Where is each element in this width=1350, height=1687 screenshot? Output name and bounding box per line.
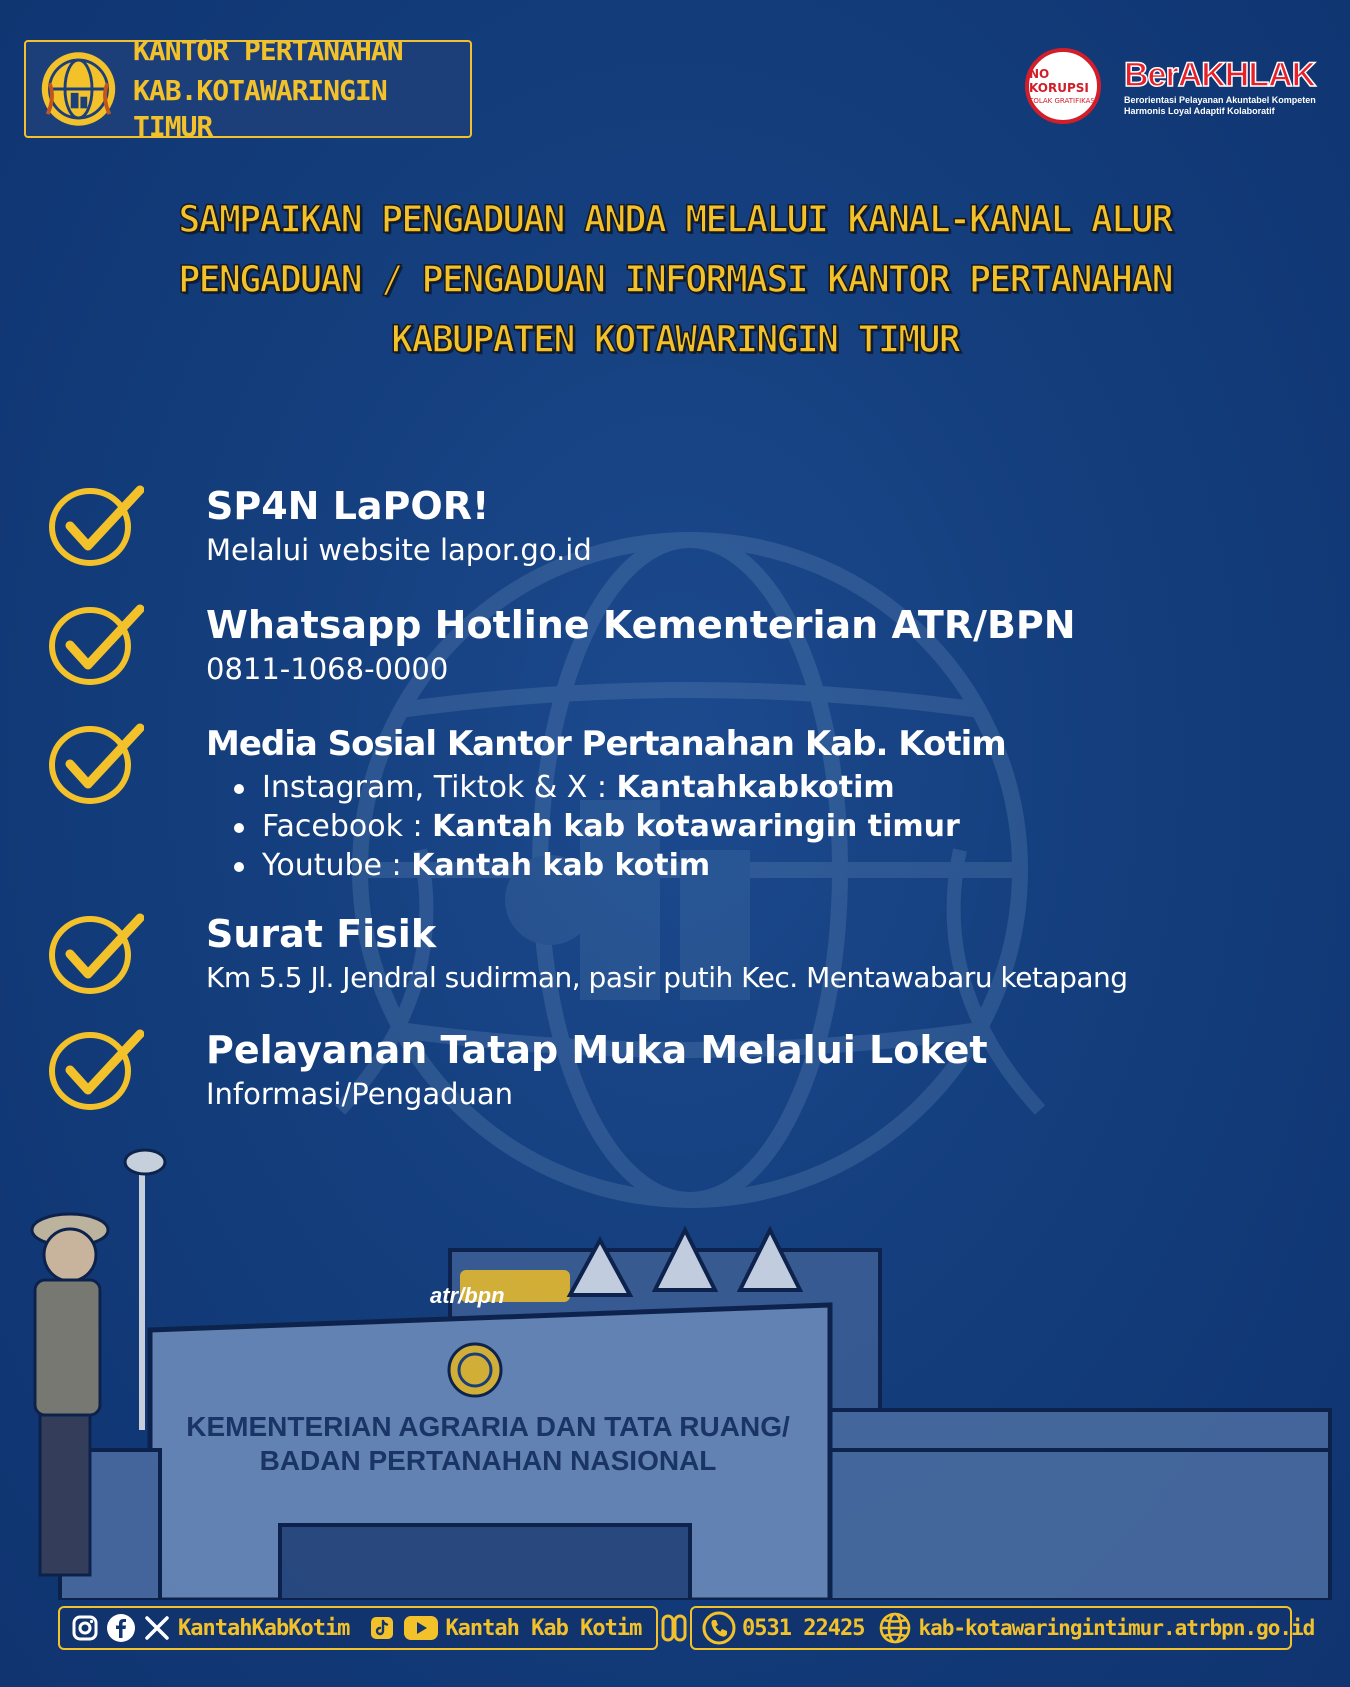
bullet-label: Instagram, Tiktok & X : [262,770,607,805]
check-icon [48,720,144,806]
check-icon [48,910,144,996]
no-korupsi-logo [1025,48,1101,124]
channel-subtitle: Km 5.5 Jl. Jendral sudirman, pasir putih Kec. Mentawabaru ketapang [206,961,1128,994]
berakhlak-logo [1124,55,1344,125]
channel-title: SP4N LaPOR! [206,484,490,528]
x-icon[interactable] [142,1613,172,1643]
bullet-value: Kantah kab kotim [411,848,711,883]
building-sign-line1: KEMENTERIAN AGRARIA DAN TATA RUANG/ [186,1411,790,1442]
channel-title: Pelayanan Tatap Muka Melalui Loket [206,1028,988,1072]
connector-icon [660,1613,688,1643]
channel-item-whatsapp [48,601,1076,689]
korupsi-logo-text: NO KORUPSI [1029,67,1089,95]
channel-title: Whatsapp Hotline Kementerian ATR/BPN [206,603,1076,647]
video-handle[interactable]: Kantah Kab Kotim [445,1615,642,1641]
social-handle[interactable]: KantahKabKotim [178,1615,350,1641]
headline-line3: KABUPATEN KOTAWARINGIN TIMUR [391,318,959,361]
list-item [234,807,1006,846]
tiktok-icon[interactable] [367,1613,397,1643]
headline [100,190,1250,370]
globe-icon [878,1611,912,1645]
channel-item-lapor [48,482,592,570]
bullet-value: Kantahkabkotim [616,770,895,805]
check-icon [48,601,144,687]
building-roof-label: atr/bpn [430,1283,505,1308]
phone-icon [702,1611,736,1645]
list-item [234,768,1006,807]
youtube-icon[interactable] [403,1613,439,1643]
website-link[interactable]: kab-kotawaringintimur.atrbpn.go.id [918,1616,1315,1640]
channel-item-loket [48,1026,988,1114]
channel-item-surat-fisik [48,910,1128,998]
berakhlak-brand: BerAKHLAK [1124,56,1316,94]
building-sign-line2: BADAN PERTANAHAN NASIONAL [259,1445,717,1476]
instagram-icon[interactable] [70,1613,100,1643]
phone-number[interactable]: 0531 22425 [742,1615,865,1641]
channel-subtitle: Melalui website lapor.go.id [206,533,592,567]
office-name-line1: KANTOR PERTANAHAN [133,34,403,67]
channel-subtitle: Informasi/Pengaduan [206,1077,514,1111]
building-illustration [0,1130,1350,1600]
bullet-label: Facebook : [262,809,423,844]
check-icon [48,1026,144,1112]
channel-item-social-media [48,720,1006,885]
atr-bpn-logo-icon [36,45,121,133]
facebook-icon[interactable] [106,1613,136,1643]
headline-line2: PENGADUAN / PENGADUAN INFORMASI KANTOR PERTANAHAN [178,258,1172,301]
bullet-value: Kantah kab kotawaringin timur [432,809,960,844]
headline-line1: SAMPAIKAN PENGADUAN ANDA MELALUI KANAL-KANAL ALUR [178,198,1172,241]
office-badge [24,34,472,143]
office-name-line2: KAB.KOTAWARINGIN TIMUR [133,74,387,143]
bullet-label: Youtube : [262,848,402,883]
berakhlak-tag-line2: Harmonis Loyal Adaptif Kolaboratif [1124,106,1275,116]
check-icon [48,482,144,568]
list-item [234,846,1006,885]
channel-title: Media Sosial Kantor Pertanahan Kab. Kotim [206,724,1006,764]
channel-title: Surat Fisik [206,912,437,956]
korupsi-logo-sub: TOLAK GRATIFIKASI [1029,97,1097,105]
berakhlak-tag-line1: Berorientasi Pelayanan Akuntabel Kompeten [1124,95,1316,105]
channel-subtitle: 0811-1068-0000 [206,652,449,686]
footer-contact [690,1606,1315,1650]
footer-social [58,1606,658,1650]
social-media-list [234,768,1006,885]
